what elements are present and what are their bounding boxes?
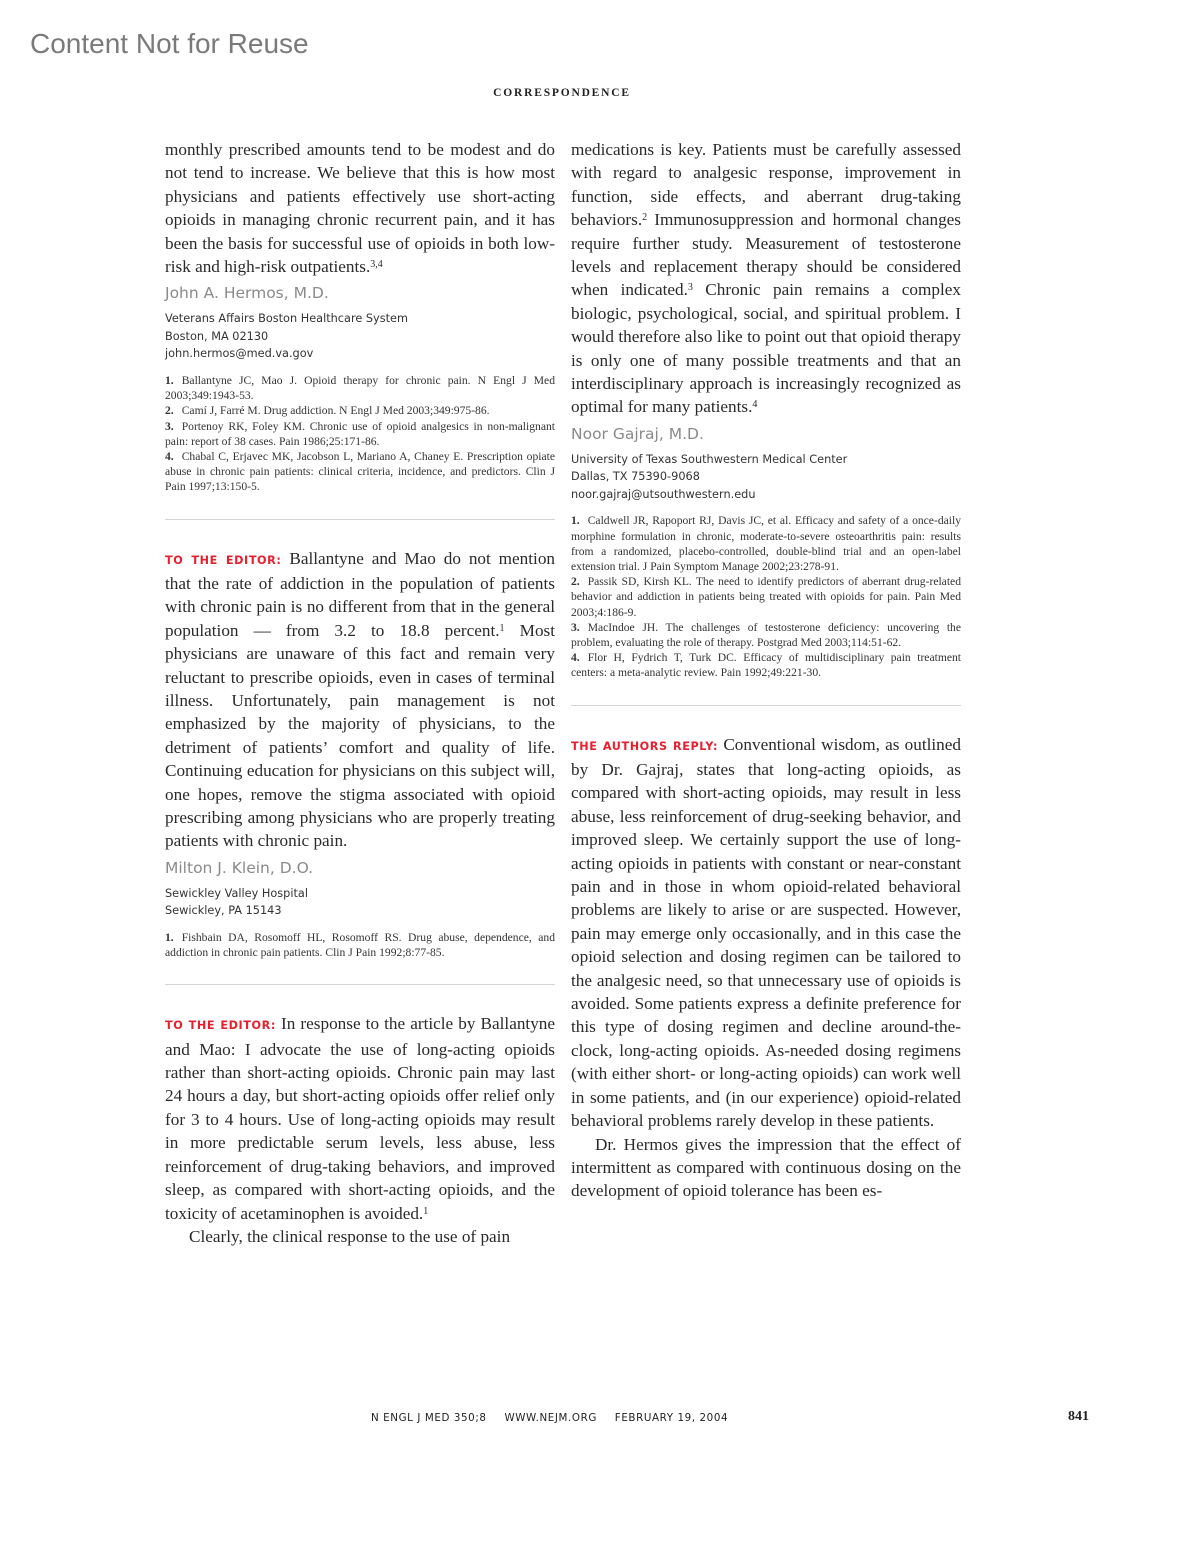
reference-item: 2. Passik SD, Kirsh KL. The need to identify predictors of aberrant drug-related behavior and addiction in patients being treated with opioids for pain. Pain Med 2003;4:186-9. bbox=[571, 575, 961, 619]
watermark: Content Not for Reuse bbox=[30, 28, 309, 59]
running-head: CORRESPONDENCE bbox=[493, 87, 631, 99]
letter-kicker: TO THE EDITOR: bbox=[165, 553, 282, 567]
reference-item: 3. Portenoy RK, Foley KM. Chronic use of opioid analgesics in non-malignant pain: report of 38 cases. Pain 1986;25:171-86. bbox=[165, 419, 555, 448]
author-affiliation bbox=[165, 310, 555, 363]
letter-hermos bbox=[165, 138, 555, 495]
author-affiliation bbox=[165, 885, 555, 920]
reference-item: 1. Ballantyne JC, Mao J. Opioid therapy for chronic pain. N Engl J Med 2003;349:1943-53. bbox=[165, 373, 555, 403]
page-footer bbox=[371, 1412, 742, 1424]
affiliation-address: Boston, MA 02130 bbox=[165, 329, 269, 343]
citation[interactable]: 3,4 bbox=[370, 259, 383, 271]
reply-paragraph: Dr. Hermos gives the impression that the effect of intermittent as compared with continuous dosing on the development of opioid tolerance has been es- bbox=[571, 1134, 961, 1201]
author-affiliation bbox=[571, 451, 961, 504]
affiliation-institution: Veterans Affairs Boston Healthcare System bbox=[165, 312, 409, 326]
letter-body: TO THE EDITOR: In response to the article by Ballantyne and Mao: I advocate the use of long-acting opioids rather than short-acting opioids. Chronic pain may last 24 hours a day, but short-acting opioids offer relief only for 3 to 4 hours. Use of long-acting opioids may result in more predictable serum levels, less abuse, less reinforcement of drug-taking behaviors, and improved sleep, as compared with short-acting opioids, and the toxicity of acetaminophen is avoided.$^1$ bbox=[165, 1014, 556, 1223]
reference-item: 4. Chabal C, Erjavec MK, Jacobson L, Mariano A, Chaney E. Prescription opiate abuse in chronic pain patients: clinical criteria, incidence, and predictors. Clin J Pain 1997;13:150-5. bbox=[165, 449, 555, 494]
citation[interactable]: 2 bbox=[642, 212, 648, 224]
journal-citation: N ENGL J MED 350;8 bbox=[371, 1412, 487, 1424]
letter-body: medications is key. Patients must be carefully assessed with regard to analgesic response, improvement in function, side effects, and aberrant drug-taking behaviors.$^2$ Immunosuppression and hormonal changes require further study. Measurement of testosterone levels and replacement therapy should be considered when indicated.$^3$ Chronic pain remains a complex biologic, psychological, social, and spiritual problem. I would therefore also like to point out that opioid therapy is only one of many possible treatments and that an interdisciplinary approach is increasingly recognized as optimal for many patients.$^4$ bbox=[571, 140, 961, 417]
right-column bbox=[571, 138, 961, 1203]
reference-item: 4. Flor H, Fydrich T, Turk DC. Efficacy of multidisciplinary pain treatment centers: a meta-analytic review. Pain 1992;49:221-30. bbox=[571, 651, 961, 680]
affiliation-institution: University of Texas Southwestern Medical Center bbox=[571, 452, 848, 466]
citation[interactable]: 1 bbox=[423, 1205, 429, 1217]
citation[interactable]: 4 bbox=[752, 399, 758, 411]
section-divider bbox=[165, 984, 555, 985]
reply-body: THE AUTHORS REPLY: Conventional wisdom, as outlined by Dr. Gajraj, states that long-acting opioids, as compared with short-acting opioids, may result in less abuse, less reinforcement of drug-seeking behavior, and improved sleep. We certainly support the use of long-acting opioids in patients with constant or near-constant pain and in those in whom opioid-related behavioral problems are likely to arise or are suspected. However, pain may emerge only occasionally, and in this case the opioid selection and dosing regimen can be tailored to the analgesic need, so that unnecessary use of opioids is avoided. Some patients express a definite preference for this type of dosing regimen and decline around-the-clock, long-acting opioids. As-needed dosing regimens (with either short- or long-acting opioids) can work well in some patients, and (in our experience) opioid-related behavioral problems rarely develop in these patients. bbox=[571, 734, 962, 1131]
letter-gajraj bbox=[165, 1012, 555, 1248]
letter-kicker: TO THE EDITOR: bbox=[165, 1019, 276, 1033]
affiliation-institution: Sewickley Valley Hospital bbox=[165, 886, 308, 900]
reference-list bbox=[165, 373, 555, 495]
reference-list bbox=[165, 930, 555, 960]
issue-date: FEBRUARY 19, 2004 bbox=[614, 1412, 729, 1424]
affiliation-address: Dallas, TX 75390-9068 bbox=[571, 470, 700, 484]
letter-klein bbox=[165, 547, 555, 961]
citation[interactable]: 1 bbox=[499, 622, 505, 634]
page-number: 841 bbox=[1068, 1409, 1089, 1424]
letter-body: monthly prescribed amounts tend to be modest and do not tend to increase. We believe that this is how most physicians and patients effectively use short-acting opioids in managing chronic recurrent pain, and it has been the basis for successful use of opioids in both low-risk and high-risk outpatients.$^{3,4}$ bbox=[165, 140, 555, 277]
letter-body: TO THE EDITOR: Ballantyne and Mao do not mention that the rate of addiction in the population of patients with chronic pain is no different from that in the general population — from 3.2 to 18.8 percent.$^1$ Most physicians are unaware of this fact and remain very reluctant to prescribe opioids, even in cases of terminal illness. Unfortunately, pain management is not emphasized by the majority of physicians, to the detriment of patients’ comfort and quality of life. Continuing education for physicians on this subject will, one hopes, remove the stigma associated with opioid prescribing among physicians who are properly treating patients with chronic pain. bbox=[165, 548, 556, 851]
affiliation-email[interactable]: john.hermos@med.va.gov bbox=[165, 347, 314, 361]
reference-item: 3. MacIndoe JH. The challenges of testosterone deficiency: uncovering the problem, evaluating the role of therapy. Postgrad Med 2003;114:51-62. bbox=[571, 620, 961, 649]
reference-list bbox=[571, 513, 961, 680]
left-column bbox=[165, 138, 555, 1248]
author-name: Noor Gajraj, M.D. bbox=[571, 424, 704, 443]
affiliation-email[interactable]: noor.gajraj@utsouthwestern.edu bbox=[571, 487, 756, 501]
authors-reply bbox=[571, 733, 961, 1203]
letter-gajraj-continued bbox=[571, 138, 961, 681]
journal-website[interactable]: WWW.NEJM.ORG bbox=[504, 1412, 597, 1424]
citation[interactable]: 3 bbox=[687, 282, 693, 294]
author-name: Milton J. Klein, D.O. bbox=[165, 858, 314, 877]
reference-item: 1. Fishbain DA, Rosomoff HL, Rosomoff RS. Drug abuse, dependence, and addiction in chronic pain patients. Clin J Pain 1992;8:77-85. bbox=[165, 930, 555, 960]
section-divider bbox=[165, 519, 555, 520]
section-divider bbox=[571, 705, 961, 706]
author-name: John A. Hermos, M.D. bbox=[165, 284, 329, 303]
letter-paragraph: Clearly, the clinical response to the use of pain bbox=[189, 1226, 511, 1246]
reply-kicker: THE AUTHORS REPLY: bbox=[571, 739, 719, 753]
reference-item: 1. Caldwell JR, Rapoport RJ, Davis JC, et al. Efficacy and safety of a once-daily morphine formulation in chronic, moderate-to-severe osteoarthritis pain: results from a randomized, placebo-controlled, double-blind trial and an open-label extension trial. J Pain Symptom Manage 2002;23:278-91. bbox=[571, 514, 961, 573]
affiliation-address: Sewickley, PA 15143 bbox=[165, 904, 282, 918]
reference-item: 2. Camí J, Farré M. Drug addiction. N Engl J Med 2003;349:975-86. bbox=[165, 404, 490, 418]
